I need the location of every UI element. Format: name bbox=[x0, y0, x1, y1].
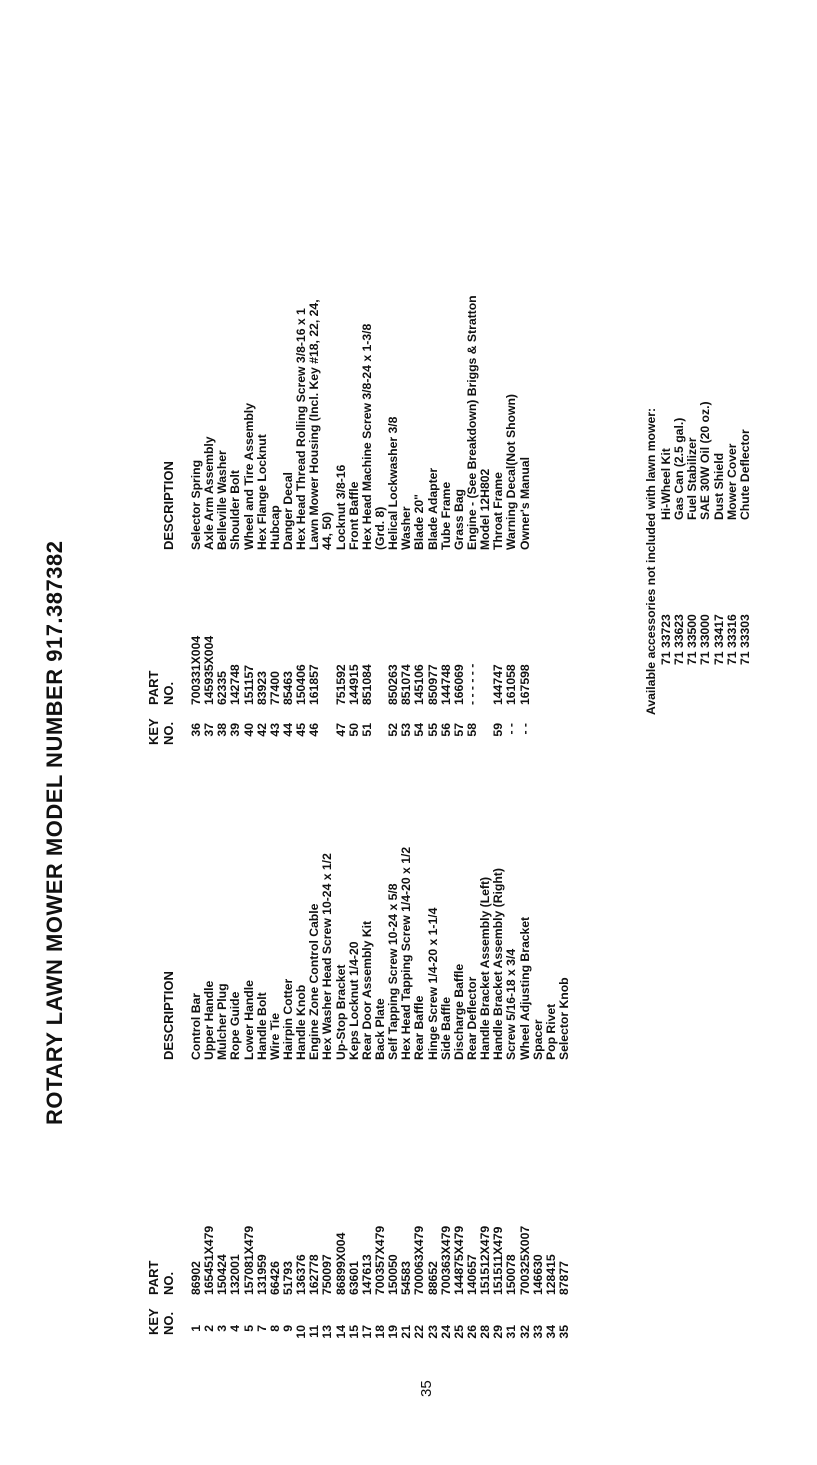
key-number: 33 bbox=[530, 1325, 545, 1339]
part-number: 62335 bbox=[215, 671, 230, 705]
key-number: 53 bbox=[399, 723, 414, 737]
key-number: 1 bbox=[189, 1325, 203, 1332]
part-description: Throat Frame bbox=[491, 472, 506, 550]
part-number: 88652 bbox=[425, 1261, 440, 1295]
key-number: 25 bbox=[451, 1325, 466, 1339]
part-number: 87877 bbox=[556, 1261, 571, 1295]
part-number: 751592 bbox=[333, 664, 348, 705]
key-header-line1: KEY bbox=[146, 1308, 161, 1335]
part-description: Hex Washer Head Screw 10-24 x 1/2 bbox=[320, 853, 335, 1060]
table-row bbox=[558, 777, 571, 1347]
part-description: Blade Adapter bbox=[425, 467, 440, 550]
key-number: 3 bbox=[215, 1325, 230, 1332]
part-description: Model 12H802 bbox=[478, 468, 493, 550]
key-number: 2 bbox=[202, 1325, 217, 1332]
part-number: 151511X479 bbox=[491, 1226, 506, 1295]
table-row bbox=[440, 25, 453, 745]
key-number: 9 bbox=[280, 1325, 295, 1332]
table-row bbox=[453, 777, 466, 1347]
part-description: Control Bar bbox=[189, 992, 203, 1060]
table-row bbox=[203, 25, 216, 745]
part-description: Tube Frame bbox=[438, 481, 453, 550]
key-number: 35 bbox=[556, 1325, 571, 1339]
part-description: Selector Spring bbox=[189, 459, 203, 550]
key-number: 28 bbox=[478, 1325, 493, 1339]
accessory-part-number: 71 33417 bbox=[711, 614, 726, 665]
right-parts-table bbox=[190, 25, 532, 745]
key-number: 51 bbox=[359, 723, 374, 737]
key-number: 59 bbox=[491, 723, 506, 737]
key-number: 44 bbox=[280, 723, 295, 737]
part-number: 700363X479 bbox=[438, 1225, 453, 1295]
table-row bbox=[256, 25, 269, 745]
part-description: Lawn Mower Housing (Incl. Key #18, 22, 24, bbox=[307, 299, 322, 550]
part-number: 150050 bbox=[386, 1254, 401, 1295]
part-description: Belleville Washer bbox=[215, 450, 230, 550]
part-number: 85463 bbox=[280, 671, 295, 705]
part-description: Engine Zone Control Cable bbox=[307, 903, 322, 1060]
key-number: 14 bbox=[333, 1325, 348, 1339]
part-description: Side Baffle bbox=[438, 997, 453, 1060]
key-number: 11 bbox=[307, 1325, 322, 1338]
part-description: Hex Flange Locknut bbox=[254, 434, 269, 550]
accessory-part-number: 71 33623 bbox=[672, 614, 687, 665]
table-row bbox=[229, 777, 242, 1347]
part-description: Front Baffle bbox=[346, 481, 361, 550]
part-number: 166069 bbox=[451, 664, 466, 705]
part-number: 147613 bbox=[359, 1254, 374, 1295]
key-number: 46 bbox=[307, 723, 322, 737]
part-number: 144915 bbox=[346, 664, 361, 705]
right-description-header bbox=[161, 461, 176, 550]
key-number: 55 bbox=[425, 723, 440, 737]
key-number: 23 bbox=[425, 1325, 440, 1339]
table-row bbox=[269, 777, 282, 1347]
key-number: 58 bbox=[464, 723, 479, 737]
right-key-header bbox=[146, 718, 176, 745]
part-number: 150406 bbox=[294, 664, 309, 705]
part-description: (Grd. 8) bbox=[372, 506, 387, 550]
table-row bbox=[519, 777, 532, 1347]
part-description: 44, 50) bbox=[320, 512, 335, 550]
key-number: 21 bbox=[399, 1325, 414, 1339]
part-header-line1: PART bbox=[146, 1260, 161, 1295]
part-description: Rear Deflector bbox=[464, 976, 479, 1060]
table-row bbox=[519, 25, 532, 745]
key-number: 42 bbox=[254, 723, 269, 737]
key-number: 15 bbox=[346, 1325, 361, 1339]
part-description: Washer bbox=[399, 506, 414, 550]
key-number: 32 bbox=[517, 1325, 532, 1339]
part-number: 150078 bbox=[504, 1254, 519, 1295]
part-number: 157081X479 bbox=[241, 1225, 256, 1295]
part-number: 83923 bbox=[254, 671, 269, 705]
table-row bbox=[216, 25, 229, 745]
part-header-line2: NO. bbox=[161, 1271, 176, 1295]
left-key-header bbox=[146, 1308, 176, 1335]
table-row bbox=[308, 25, 321, 745]
key-number: 56 bbox=[438, 723, 453, 737]
part-description: Hubcap bbox=[267, 505, 282, 550]
table-row bbox=[505, 25, 518, 745]
table-row bbox=[321, 25, 334, 745]
part-number: 54583 bbox=[399, 1261, 414, 1295]
part-number: 51793 bbox=[280, 1261, 295, 1295]
accessory-description: Chute Deflector bbox=[737, 429, 752, 520]
accessory-part-number: 71 33303 bbox=[737, 614, 752, 665]
accessory-description: Hi-Wheel Kit bbox=[659, 448, 673, 520]
part-description: Grass Bag bbox=[451, 489, 466, 550]
part-description: Self Tapping Screw 10-24 x 5/8 bbox=[386, 883, 401, 1060]
part-number: 142748 bbox=[228, 664, 243, 705]
accessory-description: Mower Cover bbox=[724, 443, 739, 520]
table-row bbox=[413, 25, 426, 745]
left-parts-table bbox=[190, 777, 571, 1347]
part-number: 86902 bbox=[189, 1261, 203, 1295]
part-description: Up-Stop Bracket bbox=[333, 964, 348, 1060]
part-number: 850263 bbox=[386, 664, 401, 705]
part-number: 851074 bbox=[399, 664, 414, 705]
part-description: Hairpin Cotter bbox=[280, 978, 295, 1060]
accessory-description: Fuel Stabilizer bbox=[685, 437, 700, 520]
accessory-part-number: 71 33723 bbox=[659, 614, 673, 665]
key-number: 39 bbox=[228, 723, 243, 737]
table-row bbox=[229, 25, 242, 745]
table-row bbox=[243, 777, 256, 1347]
table-row bbox=[492, 25, 505, 745]
key-number: 52 bbox=[386, 723, 401, 737]
part-header-line2: NO. bbox=[161, 681, 176, 705]
part-description: Helical Lockwasher 3/8 bbox=[386, 416, 401, 550]
part-number: 144748 bbox=[438, 664, 453, 705]
part-description: Upper Handle bbox=[202, 980, 217, 1060]
table-row bbox=[361, 777, 374, 1347]
table-row bbox=[545, 777, 558, 1347]
key-number: 31 bbox=[504, 1325, 519, 1339]
part-number: 161058 bbox=[504, 664, 519, 705]
key-number: 4 bbox=[228, 1325, 243, 1332]
right-part-header bbox=[146, 671, 176, 705]
key-number: 29 bbox=[491, 1325, 506, 1339]
part-number: - - - - - - bbox=[464, 663, 479, 705]
left-part-header bbox=[146, 1261, 176, 1295]
table-row bbox=[321, 777, 334, 1347]
part-description: Wire Tie bbox=[267, 1012, 282, 1060]
part-description: Hex Head Machine Screw 3/8-24 x 1-3/8 bbox=[359, 323, 374, 550]
key-number: 57 bbox=[451, 723, 466, 737]
key-number: 34 bbox=[543, 1325, 558, 1339]
key-number: 37 bbox=[202, 723, 217, 737]
part-description: Axle Arm Assembly bbox=[202, 436, 217, 550]
part-number: 850977 bbox=[425, 664, 440, 705]
key-header-line1: KEY bbox=[146, 718, 161, 745]
part-number: 151512X479 bbox=[478, 1225, 493, 1295]
part-description: Pop Rivet bbox=[543, 1003, 558, 1060]
part-description: Hex Head Thread Rolling Screw 3/8-16 x 1 bbox=[294, 308, 309, 550]
part-description: Shoulder Bolt bbox=[228, 470, 243, 550]
table-row bbox=[348, 25, 361, 745]
key-number: 22 bbox=[412, 1325, 427, 1339]
part-number: 66426 bbox=[267, 1261, 282, 1295]
key-number: 26 bbox=[464, 1325, 479, 1339]
part-number: 851084 bbox=[359, 664, 374, 705]
part-description: Keps Locknut 1/4-20 bbox=[346, 941, 361, 1060]
table-row bbox=[387, 25, 400, 745]
part-number: 144747 bbox=[491, 664, 506, 705]
part-number: 140657 bbox=[464, 1254, 479, 1295]
part-description: Handle Bracket Assembly (Right) bbox=[491, 868, 506, 1060]
part-header-line1: PART bbox=[146, 670, 161, 705]
table-row bbox=[532, 777, 545, 1347]
key-number: 47 bbox=[333, 723, 348, 737]
table-row bbox=[243, 25, 256, 745]
accessory-description: Dust Shield bbox=[711, 452, 726, 520]
table-row bbox=[335, 25, 348, 745]
part-number: 77400 bbox=[267, 671, 282, 705]
part-description: Locknut 3/8-16 bbox=[333, 464, 348, 550]
part-number: 165451X479 bbox=[202, 1225, 217, 1295]
part-number: 145106 bbox=[412, 664, 427, 705]
accessory-part-number: 71 33000 bbox=[698, 614, 713, 665]
table-row bbox=[335, 777, 348, 1347]
part-description: Engine - (See Breakdown) Briggs & Stratton bbox=[464, 295, 479, 550]
accessory-part-number: 71 33316 bbox=[724, 614, 739, 665]
table-row bbox=[361, 25, 374, 745]
part-description: Screw 5/16-18 x 3/4 bbox=[504, 948, 519, 1060]
description-header-text: DESCRIPTION bbox=[161, 971, 176, 1060]
key-number: 10 bbox=[294, 1325, 309, 1339]
part-number: 700325X007 bbox=[517, 1225, 532, 1295]
table-row bbox=[466, 25, 479, 745]
part-number: 128415 bbox=[543, 1254, 558, 1295]
accessory-part-number: 71 33500 bbox=[685, 614, 700, 665]
key-number: 18 bbox=[372, 1325, 387, 1339]
table-row bbox=[413, 777, 426, 1347]
table-row bbox=[505, 777, 518, 1347]
key-number: 7 bbox=[254, 1325, 269, 1332]
accessory-description: Gas Can (2.5 gal.) bbox=[672, 417, 687, 520]
key-number: 38 bbox=[215, 723, 230, 737]
part-description: Rope Guide bbox=[228, 991, 243, 1060]
table-row bbox=[348, 777, 361, 1347]
part-number: 136376 bbox=[294, 1254, 309, 1295]
key-number: 24 bbox=[438, 1325, 453, 1339]
key-number: 45 bbox=[294, 723, 309, 737]
part-description: Selector Knob bbox=[556, 977, 571, 1060]
part-number: 146630 bbox=[530, 1254, 545, 1295]
table-row bbox=[427, 25, 440, 745]
part-description: Mulcher Plug bbox=[215, 983, 230, 1060]
part-description: Discharge Baffle bbox=[451, 963, 466, 1060]
table-row bbox=[269, 25, 282, 745]
key-number: 54 bbox=[412, 723, 427, 737]
key-number: 8 bbox=[267, 1325, 282, 1332]
key-number: 17 bbox=[359, 1325, 374, 1339]
page-title: ROTARY LAWN MOWER MODEL NUMBER 917.387382 bbox=[42, 540, 67, 1125]
part-number: 750097 bbox=[320, 1254, 335, 1295]
part-description: Back Plate bbox=[372, 998, 387, 1060]
key-number: 50 bbox=[346, 723, 361, 737]
part-description: Wheel Adjusting Bracket bbox=[517, 916, 532, 1060]
part-description: Handle Knob bbox=[294, 984, 309, 1060]
part-number: 145935X004 bbox=[202, 635, 217, 705]
table-row bbox=[440, 777, 453, 1347]
part-description: Lower Handle bbox=[241, 980, 256, 1060]
key-number: - - bbox=[504, 723, 519, 735]
part-description: Spacer bbox=[530, 1019, 545, 1060]
part-number: 86899X004 bbox=[333, 1232, 348, 1295]
part-number: 161857 bbox=[307, 664, 322, 705]
part-number: 144875X479 bbox=[451, 1225, 466, 1295]
part-description: Warning Decal(Not Shown) bbox=[504, 394, 519, 550]
part-number: 131959 bbox=[254, 1254, 269, 1295]
part-description: Wheel and Tire Assembly bbox=[241, 403, 256, 550]
description-header-text: DESCRIPTION bbox=[161, 461, 176, 550]
part-description: Rear Baffle bbox=[412, 995, 427, 1060]
part-number: 700357X479 bbox=[372, 1225, 387, 1295]
part-number: 162778 bbox=[307, 1254, 322, 1295]
part-description: Rear Door Assembly Kit bbox=[359, 920, 374, 1060]
key-number: 40 bbox=[241, 723, 256, 737]
table-row bbox=[427, 777, 440, 1347]
accessory-description: SAE 30W Oil (20 oz.) bbox=[698, 401, 713, 520]
page-number: 35 bbox=[418, 1380, 435, 1397]
part-number: 700331X004 bbox=[189, 635, 203, 705]
key-number: 43 bbox=[267, 723, 282, 737]
table-row bbox=[374, 25, 387, 745]
part-number: 700063X479 bbox=[412, 1225, 427, 1295]
part-description: Danger Decal bbox=[280, 472, 295, 550]
key-number: - - bbox=[517, 723, 532, 735]
table-row bbox=[400, 25, 413, 745]
part-number: 167598 bbox=[517, 664, 532, 705]
table-row bbox=[256, 777, 269, 1347]
key-number: 36 bbox=[189, 723, 203, 737]
left-description-header bbox=[161, 971, 176, 1060]
part-number: 132001 bbox=[228, 1254, 243, 1295]
part-description: Blade 20" bbox=[412, 494, 427, 550]
part-description: Handle Bracket Assembly (Left) bbox=[478, 876, 493, 1060]
part-number: 151157 bbox=[241, 665, 256, 705]
key-number: 13 bbox=[320, 1325, 335, 1339]
table-row bbox=[479, 25, 492, 745]
key-header-line2: NO. bbox=[161, 721, 176, 745]
key-number: 19 bbox=[386, 1325, 401, 1339]
accessories-intro: Available accessories not included with lawn mower: bbox=[644, 407, 658, 715]
key-number: 5 bbox=[241, 1325, 256, 1332]
part-number: 150424 bbox=[215, 1254, 230, 1295]
part-description: Handle Bolt bbox=[254, 992, 269, 1060]
part-number: 63601 bbox=[346, 1261, 361, 1295]
part-description: Owner's Manual bbox=[517, 457, 532, 550]
part-description: Hex Head Tapping Screw 1/4-20 x 1/2 bbox=[399, 846, 414, 1060]
part-description: Hinge Screw 1/4-20 x 1-1/4 bbox=[425, 907, 440, 1060]
key-header-line2: NO. bbox=[161, 1311, 176, 1335]
table-row bbox=[453, 25, 466, 745]
